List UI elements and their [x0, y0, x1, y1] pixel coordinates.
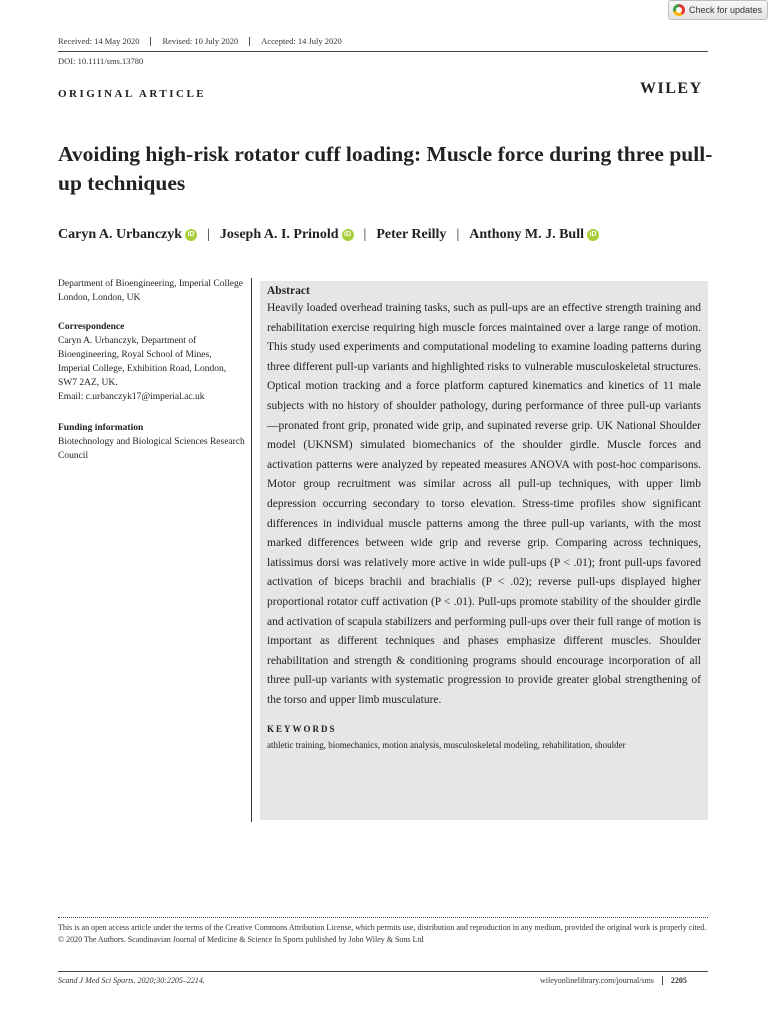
keywords-text: athletic training, biomechanics, motion analysis, musculoskeletal modeling, rehabilitation, shoulder	[267, 740, 626, 751]
author-separator: |	[207, 227, 210, 242]
footnote-rule	[58, 917, 708, 918]
orcid-icon[interactable]: iD	[587, 229, 599, 241]
footnote	[58, 922, 708, 946]
crossmark-icon	[673, 4, 685, 16]
journal-url[interactable]: wileyonlinelibrary.com/journal/sms	[540, 976, 654, 985]
author-list	[58, 227, 599, 243]
article-dates	[58, 37, 353, 46]
funding-heading: Funding information	[58, 423, 144, 433]
keywords-heading: KEYWORDS	[267, 724, 337, 735]
correspondence-email[interactable]: Email: c.urbanczyk17@imperial.ac.uk	[58, 392, 205, 402]
funding-block	[58, 421, 246, 463]
revised-date: Revised: 10 July 2020	[150, 37, 249, 46]
accepted-date: Accepted: 14 July 2020	[249, 37, 353, 46]
author-separator: |	[456, 227, 460, 242]
section-label: ORIGINAL ARTICLE	[58, 88, 207, 100]
column-divider	[251, 278, 252, 822]
correspondence-block	[58, 320, 246, 404]
affiliation: Department of Bioengineering, Imperial College London, London, UK	[58, 279, 243, 303]
author-name[interactable]: Peter Reilly	[376, 227, 447, 242]
correspondence-heading: Correspondence	[58, 322, 125, 332]
correspondence-text: Caryn A. Urbanczyk, Department of Bioengineering, Royal School of Mines, Imperial College, Exhibition Road, London, SW7 2AZ, UK.	[58, 336, 227, 388]
abstract-heading: Abstract	[267, 285, 310, 297]
publisher-logo: WILEY	[640, 80, 703, 97]
funding-text: Biotechnology and Biological Sciences Research Council	[58, 437, 245, 461]
license-text: This is an open access article under the terms of the Creative Commons Attribution License, which permits use, distribution and reproduction in any medium, provided the original work is properly cited.	[58, 923, 707, 932]
footer-right	[540, 976, 687, 985]
orcid-icon[interactable]: iD	[342, 229, 354, 241]
check-for-updates-button[interactable]	[668, 0, 768, 20]
author-name[interactable]: Joseph A. I. Prinold	[219, 227, 339, 242]
page-number: 2205	[662, 976, 687, 985]
journal-citation: Scand J Med Sci Sports. 2020;30:2205–2214.	[58, 976, 205, 985]
abstract-text: Heavily loaded overhead training tasks, such as pull-ups are an effective strength training and rehabilitation exercise requiring high muscle forces maintained over a large range of motion. This study used experiments and computational modeling to examine loading patterns during three different pull-up variants and highlighted risks to vulnerable musculoskeletal structures. Optical motion tracking and a force platform captured kinematics and kinetics of 11 male subjects with no history of shoulder pathology, during performance of three pull-up variants—pronated front grip, pronated wide grip, and supinated reverse grip. UK National Shoulder model (UKNSM) simulated biomechanics of the shoulder girdle. Muscle forces and activation patterns were analyzed by repeated measures ANOVA with post-hoc comparisons. Motor group recruitment was similar across all pull-up techniques, with upper limb depression occurring secondary to torso elevation. Stress-time profiles show significant differences in individual muscle patterns among the three pull-up variants, with the most marked differences between wide grip and reverse grip. Comparing across techniques, latissimus dorsi was relatively more active in wide pull-ups (P < .01); front pull-ups favored activation of biceps brachii and brachialis (P < .02); reverse pull-ups displayed higher proportional rotator cuff activation (P < .01). Pull-ups promote stability of the shoulder girdle and activation of scapula stabilizers and performing pull-ups over their full range of motion is important as different techniques and phases emphasize different muscles. Shoulder rehabilitation and strength & conditioning programs should encourage incorporation of all three pull-up variants with systematic progression to provide greater global strengthening of the torso and upper limb musculature.	[267, 302, 701, 706]
author-name[interactable]: Anthony M. J. Bull	[469, 227, 584, 242]
article-title: Avoiding high-risk rotator cuff loading: Muscle force during three pull-up techniques	[58, 142, 713, 195]
orcid-icon[interactable]: iD	[185, 229, 197, 241]
doi[interactable]: DOI: 10.1111/sms.13780	[58, 56, 144, 66]
abstract-box	[260, 281, 708, 820]
check-for-updates-label: Check for updates	[689, 5, 763, 15]
received-date: Received: 14 May 2020	[58, 36, 140, 46]
copyright-text: © 2020 The Authors. Scandinavian Journal of Medicine & Science In Sports published by John Wiley & Sons Ltd	[58, 935, 424, 944]
author-name[interactable]: Caryn A. Urbanczyk	[58, 227, 183, 242]
header-rule	[58, 51, 708, 52]
footer-rule	[58, 971, 708, 972]
author-separator: |	[363, 227, 367, 242]
